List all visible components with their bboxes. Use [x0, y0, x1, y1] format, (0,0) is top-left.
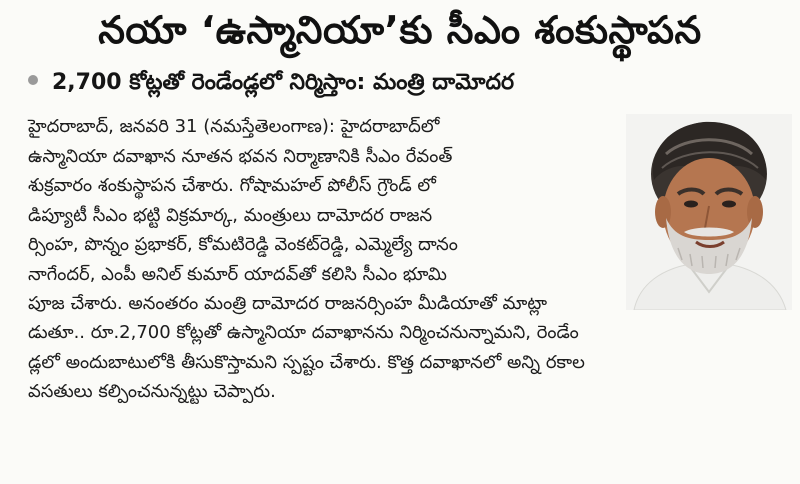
- body-line: డిప్యూటీ సీఎం భట్టి విక్రమార్క, మంత్రులు దామోదర రాజన: [28, 204, 433, 226]
- body-line: డ్లలో అందుబాటులోకి తీసుకొస్తామని స్పష్టం చేశారు. కొత్త దవాఖానలో అన్ని రకాల: [28, 351, 585, 373]
- article-subheadline: 2,700 కోట్లతో రెండేండ్లలో నిర్మిస్తాం: మంత్రి దామోదర: [52, 70, 515, 95]
- article-headline: నయా ‘ఉస్మానియా’కు సీఎం శంకుస్థాపన: [98, 8, 702, 52]
- article-body-left: [28, 112, 618, 319]
- body-line: డుతూ.. రూ.2,700 కోట్లతో ఉస్మానియా దవాఖానను నిర్మించనున్నామని, రెండేం: [28, 322, 579, 343]
- body-line: ఉస్మానియా దవాఖాన నూతన భవన నిర్మాణానికి సీఎం రేవంత్: [28, 145, 453, 167]
- body-line: హైదరాబాద్, జనవరి 31 (నమస్తేతెలంగాణ): హైదరాబాద్‌లో: [28, 116, 440, 137]
- minister-portrait: [626, 114, 792, 310]
- article-subheadline-row: [28, 66, 788, 100]
- body-line: పూజ చేశారు. అనంతరం మంత్రి దామోదర రాజనర్సింహ మీడియాతో మాట్లా: [28, 293, 548, 314]
- body-line: నాగేందర్, ఎంపీ అనిల్ కుమార్ యాదవ్‌తో కలిసి సీఎం భూమి: [28, 263, 447, 285]
- bullet-dot-icon: [28, 75, 38, 85]
- article-body-full-width: [28, 318, 788, 407]
- body-line: శుక్రవారం శంకుస్థాపన చేశారు. గోషామహల్ పోలీస్ గ్రౌండ్ లో: [28, 175, 436, 196]
- body-line: వసతులు కల్పించనున్నట్టు చెప్పారు.: [28, 381, 276, 402]
- body-line: ర్సింహ, పొన్నం ప్రభాకర్, కోమటిరెడ్డి వెంకట్‌రెడ్డి, ఎమ్మెల్యే దానం: [28, 234, 458, 255]
